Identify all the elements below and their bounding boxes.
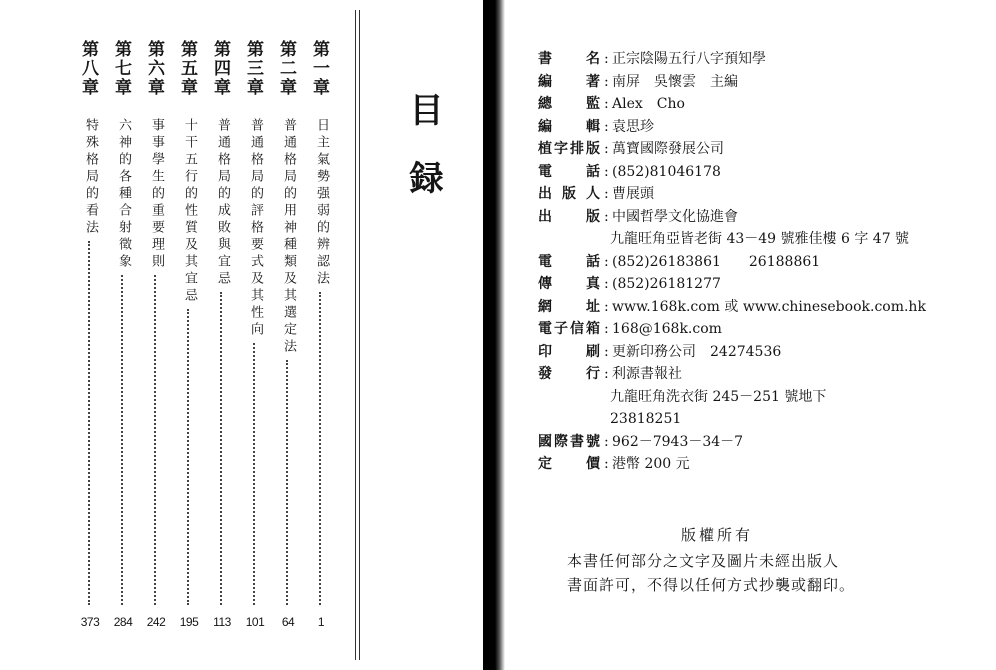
info-row	[538, 296, 926, 318]
info-value-continued: 九龍旺角洗衣街 245－251 號地下	[610, 389, 827, 405]
toc-entry	[110, 40, 136, 630]
info-label: 印刷	[538, 344, 600, 360]
info-value: (852)81046178	[612, 164, 721, 180]
label-separator: :	[604, 434, 609, 450]
chapter-title: 事事學生的重要理則	[149, 118, 164, 271]
label-separator: :	[604, 74, 609, 90]
info-row	[538, 48, 766, 70]
page-number: 373	[80, 615, 100, 629]
info-row	[538, 161, 721, 183]
toc-entry	[275, 40, 301, 630]
info-value: (852)26183861 26188861	[612, 254, 821, 270]
info-row	[538, 341, 781, 363]
info-value: www.168k.com 或 www.chinesebook.com.hk	[612, 299, 926, 315]
leader-dots	[88, 241, 90, 605]
info-row	[538, 71, 738, 93]
chapter-title: 普通格局的成敗與宜忌	[215, 118, 230, 288]
page-number: 113	[213, 615, 231, 629]
toc-border-rule	[355, 10, 356, 660]
chapter-number: 第五章	[177, 40, 197, 97]
info-value-continued: 九龍旺角亞皆老街 43－49 號雅佳樓 6 字 47 號	[610, 231, 910, 247]
page-number: 195	[179, 615, 199, 629]
info-value: 正宗陰陽五行八字預知學	[612, 51, 766, 67]
info-label: 傳真	[538, 276, 600, 292]
chapter-number: 第四章	[210, 40, 230, 97]
chapter-title: 普通格局的評格要式及其性向	[248, 118, 263, 339]
page-number: 64	[281, 615, 295, 629]
info-row	[538, 363, 682, 385]
label-separator: :	[604, 366, 609, 382]
toc-border-rule	[359, 10, 360, 660]
leader-dots	[253, 343, 255, 605]
info-row	[538, 138, 724, 160]
label-separator: :	[604, 299, 609, 315]
info-value: 更新印務公司 24274536	[612, 344, 782, 360]
info-value: 萬寶國際發展公司	[612, 141, 724, 157]
info-label: 總監	[538, 96, 600, 112]
page-number: 1	[317, 615, 325, 629]
label-separator: :	[604, 119, 609, 135]
info-value: (852)26181277	[612, 276, 721, 292]
info-value: 曹展頭	[612, 186, 654, 202]
chapter-number: 第六章	[144, 40, 164, 97]
toc-entry	[143, 40, 169, 630]
info-row	[538, 116, 654, 138]
label-separator: :	[604, 254, 609, 270]
page-number: 284	[113, 615, 133, 629]
info-label: 電話	[538, 164, 600, 180]
toc-entry	[77, 40, 103, 630]
chapter-title: 十干五行的性質及其宜忌	[182, 118, 197, 305]
info-value: 南屏 吳懷雲 主編	[612, 74, 738, 90]
info-label: 植字排版	[538, 141, 600, 157]
info-value: 168@168k.com	[612, 321, 722, 337]
info-row	[538, 206, 738, 228]
leader-dots	[286, 360, 288, 605]
label-separator: :	[604, 96, 609, 112]
info-value: 袁思珍	[612, 119, 654, 135]
label-separator: :	[604, 456, 609, 472]
info-label: 出版人	[538, 186, 600, 202]
info-label: 國際書號	[538, 434, 600, 450]
page-number: 242	[146, 615, 166, 629]
chapter-number: 第二章	[276, 40, 296, 97]
label-separator: :	[604, 51, 609, 67]
label-separator: :	[604, 186, 609, 202]
leader-dots	[319, 292, 321, 605]
chapter-title: 日主氣勢强弱的辨認法	[314, 118, 329, 288]
info-value-continued: 23818251	[610, 411, 682, 427]
info-label: 編輯	[538, 119, 600, 135]
toc-heading: 目録	[403, 92, 443, 228]
info-label: 定價	[538, 456, 600, 472]
chapter-title: 六神的各種合射徵象	[116, 118, 131, 271]
info-label: 出版	[538, 209, 600, 225]
chapter-title: 特殊格局的看法	[83, 118, 98, 237]
label-separator: :	[604, 164, 609, 180]
info-row	[538, 251, 820, 273]
label-separator: :	[604, 209, 609, 225]
toc-entry	[308, 40, 334, 630]
leader-dots	[220, 292, 222, 605]
rights-title: 版權所有	[681, 526, 754, 544]
label-separator: :	[604, 141, 609, 157]
page-number: 101	[245, 615, 265, 629]
leader-dots	[121, 275, 123, 605]
toc-entry	[242, 40, 268, 630]
info-value: 中國哲學文化協進會	[612, 209, 738, 225]
info-row	[538, 273, 721, 295]
info-value: 利源書報社	[612, 366, 682, 382]
chapter-number: 第八章	[78, 40, 98, 97]
info-value: 港幣 200 元	[612, 456, 690, 472]
info-label: 網址	[538, 299, 600, 315]
info-row	[538, 318, 722, 340]
info-value: 962－7943－34－7	[612, 434, 744, 450]
chapter-number: 第三章	[243, 40, 263, 97]
info-row	[538, 431, 743, 453]
info-value: Alex Cho	[612, 96, 685, 112]
leader-dots	[187, 309, 189, 605]
rights-notice-line: 本書任何部分之文字及圖片未經出版人	[567, 552, 840, 570]
label-separator: :	[604, 321, 609, 337]
chapter-number: 第七章	[111, 40, 131, 97]
chapter-number: 第一章	[309, 40, 329, 97]
chapter-title: 普通格局的用神種類及其選定法	[281, 118, 296, 356]
info-row	[538, 93, 685, 115]
info-row	[538, 183, 654, 205]
label-separator: :	[604, 276, 609, 292]
table-of-contents-page	[0, 0, 486, 670]
copyright-page	[505, 0, 996, 670]
info-row	[538, 453, 690, 475]
info-label: 電話	[538, 254, 600, 270]
info-label: 發行	[538, 366, 600, 382]
toc-entry	[209, 40, 235, 630]
toc-entry	[176, 40, 202, 630]
info-label: 書名	[538, 51, 600, 67]
rights-notice-line: 書面許可，不得以任何方式抄襲或翻印。	[567, 576, 856, 594]
leader-dots	[154, 275, 156, 605]
book-spine	[483, 0, 505, 670]
info-label: 電子信箱	[538, 321, 600, 337]
info-label: 編著	[538, 74, 600, 90]
label-separator: :	[604, 344, 609, 360]
